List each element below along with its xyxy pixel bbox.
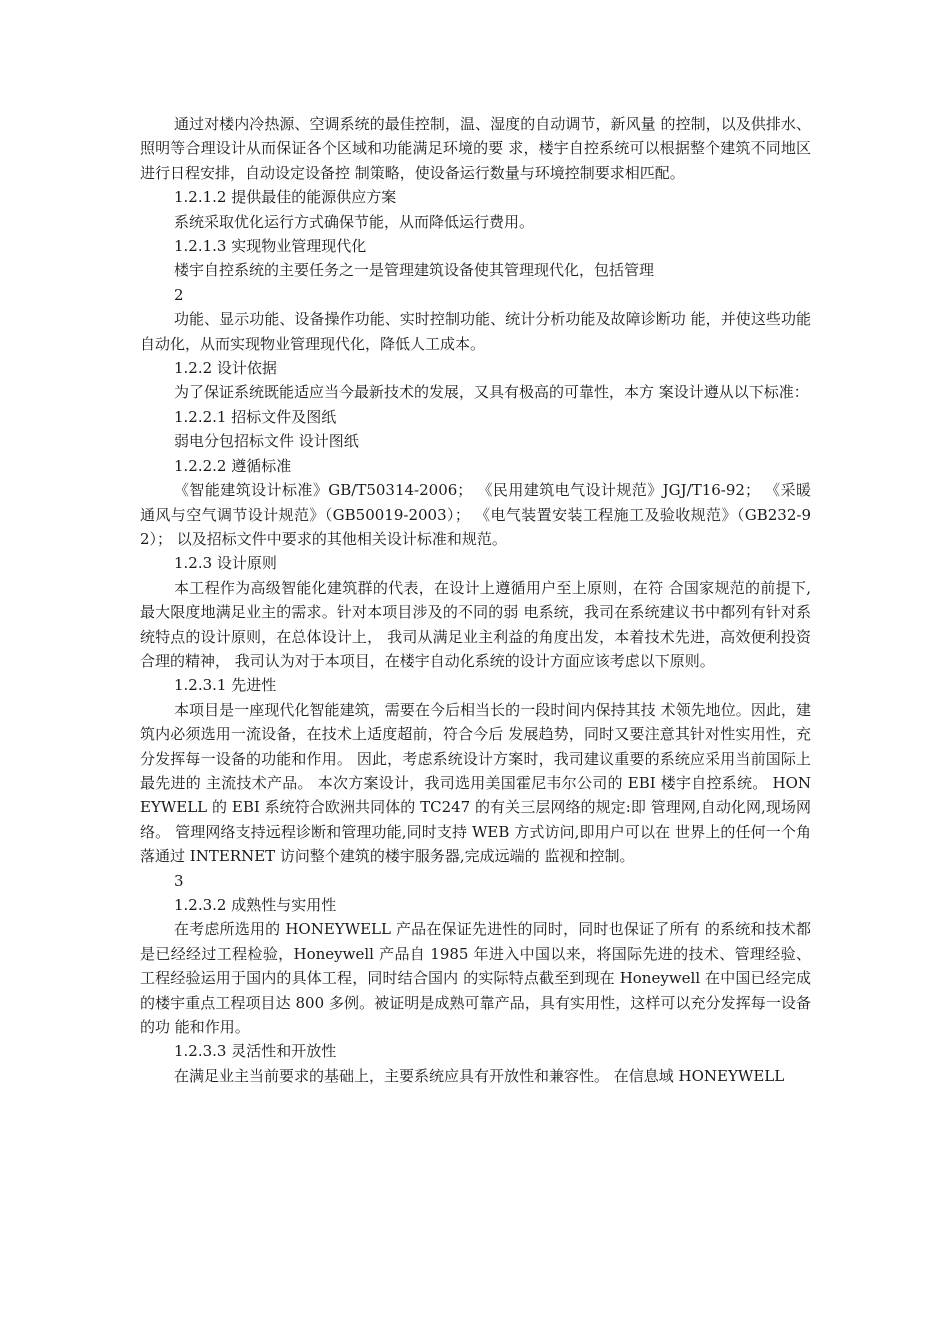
heading-1-2-3: 1.2.3 设计原则 xyxy=(174,554,277,573)
paragraph-energy-saving: 系统采取优化运行方式确保节能，从而降低运行费用。 xyxy=(174,212,535,231)
heading-1-2-2-2: 1.2.2.2 遵循标准 xyxy=(174,456,292,475)
heading-1-2-3-1: 1.2.3.1 先进性 xyxy=(174,676,277,695)
paragraph-design-principles: 本工程作为高级智能化建筑群的代表，在设计上遵循用户至上原则，在符 合国家规范的前提下,最大限度地满足业主的需求。针对本项目涉及的不同的弱 电系统，我司在系统建议书中都列有针对系统特点的设计原则，在总体设计上， 我司从满足业主利益的角度出发，本着技术先进，高效便利投资合理的精神， 我司认为对于本项目，在楼宇自动化系统的设计方面应该考虑以下原则。 xyxy=(140,578,811,670)
paragraph-tender-documents: 弱电分包招标文件 设计图纸 xyxy=(174,432,359,451)
paragraph-property-management: 楼宇自控系统的主要任务之一是管理建筑设备使其管理现代化，包括管理 xyxy=(174,261,655,280)
paragraph-maturity: 在考虑所选用的 HONEYWELL 产品在保证先进性的同时，同时也保证了所有 的系统和技术都是已经经过工程检验，Honeywell 产品自 1985 年进入中国以来，将国际先进的技术、管理经验、工程经验运用于国内的具体工程，同时结合国内 的实际特点截至到现在 Honeywell 在中国已经完成的楼宇重点工程项目达 800 多例。被证明是成熟可靠产品，具有实用性，这样可以充分发挥每一设备的功 能和作用。 xyxy=(140,920,811,1037)
paragraph-standards: 《智能建筑设计标准》GB/T50314-2006； 《民用建筑电气设计规范》JGJ/T16-92； 《采暖通风与空气调节设计规范》（GB50019-2003）； 《电气装置安装工程施工及验收规范》（GB232-92）； 以及招标文件中要求的其他相关设计标准和规范。 xyxy=(140,481,811,548)
heading-1-2-3-3: 1.2.3.3 灵活性和开放性 xyxy=(174,1042,337,1061)
paragraph-functions: 功能、显示功能、设备操作功能、实时控制功能、统计分析功能及故障诊断功 能，并使这些功能自动化，从而实现物业管理现代化，降低人工成本。 xyxy=(140,310,811,353)
paragraph-design-basis: 为了保证系统既能适应当今最新技术的发展，又具有极高的可靠性，本方 案设计遵从以下标准： xyxy=(174,383,809,402)
heading-1-2-2-1: 1.2.2.1 招标文件及图纸 xyxy=(174,407,337,426)
page-number: 3 xyxy=(174,871,184,890)
heading-1-2-1-2: 1.2.1.2 提供最佳的能源供应方案 xyxy=(174,188,397,207)
heading-1-2-1-3: 1.2.1.3 实现物业管理现代化 xyxy=(174,237,367,256)
paragraph-advanced-nature: 本项目是一座现代化智能建筑，需要在今后相当长的一段时间内保持其技 术领先地位。因此，建筑内必须选用一流设备，在技术上适度超前，符合今后 发展趋势，同时又要注意其针对性实用性，充分发挥每一设备的功能和作用。 因此，考虑系统设计方案时，我司建议重要的系统应采用当前国际上最先进的 主流技术产品。 本次方案设计，我司选用美国霍尼韦尔公司的 EBI 楼宇自控系统。 HONEYWELL 的 EBI 系统符合欧洲共同体的 TC247 的有关三层网络的规定:即 管理网,自动化网,现场网络。 管理网络支持远程诊断和管理功能,同时支持 WEB 方式访问,即用户可以在 世界上的任何一个角落通过 INTERNET 访问整个建筑的楼宇服务器,完成远端的 监视和控制。 xyxy=(140,700,811,866)
heading-1-2-3-2: 1.2.3.2 成熟性与实用性 xyxy=(174,896,337,914)
paragraph-flexibility: 在满足业主当前要求的基础上，主要系统应具有开放性和兼容性。 在信息域 HONEYWELL xyxy=(174,1066,785,1085)
document-page xyxy=(140,112,811,1088)
page-number: 2 xyxy=(174,285,184,304)
paragraph-environment-control: 通过对楼内冷热源、空调系统的最佳控制，温、湿度的自动调节，新风量 的控制，以及供排水、照明等合理设计从而保证各个区域和功能满足环境的要 求，楼宇自控系统可以根据整个建筑不同地区进行日程安排，自动设定设备控 制策略，使设备运行数量与环境控制要求相匹配。 xyxy=(140,115,811,182)
heading-1-2-2: 1.2.2 设计依据 xyxy=(174,359,277,378)
